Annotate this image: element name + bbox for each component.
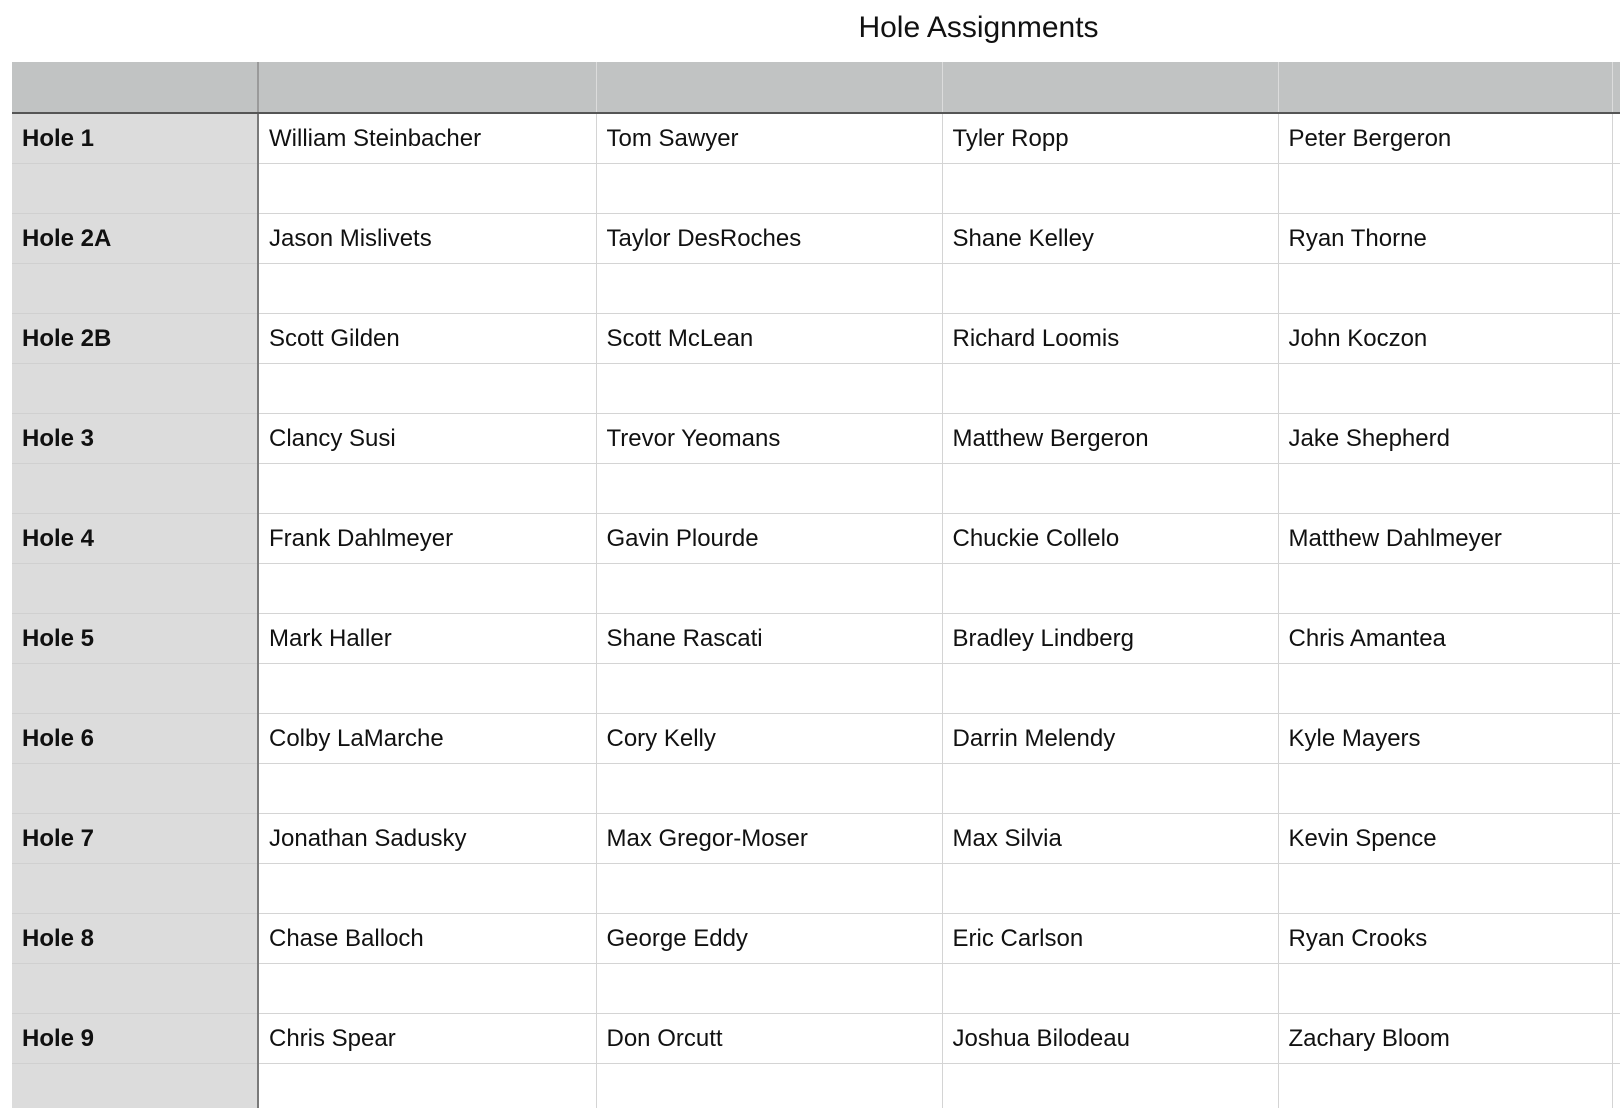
player-cell[interactable]: Don Orcutt xyxy=(596,1014,942,1064)
player-cell[interactable]: Colby LaMarche xyxy=(258,714,596,764)
empty-row xyxy=(12,464,1620,514)
player-cell[interactable]: Max Silvia xyxy=(942,814,1278,864)
table-row xyxy=(12,614,1620,664)
empty-cell[interactable] xyxy=(258,864,596,914)
empty-cell[interactable] xyxy=(942,664,1278,714)
empty-row xyxy=(12,1064,1620,1108)
row-header-cell[interactable]: Hole 3 xyxy=(12,414,258,464)
player-cell[interactable]: Jason Mislivets xyxy=(258,214,596,264)
row-header-cell[interactable]: Hole 9 xyxy=(12,1014,258,1064)
player-cell[interactable]: Jake Shepherd xyxy=(1278,414,1612,464)
row-header-cell[interactable] xyxy=(12,1064,258,1108)
empty-cell[interactable] xyxy=(942,164,1278,214)
player-cell[interactable]: Frank Dahlmeyer xyxy=(258,514,596,564)
header-cell-4[interactable] xyxy=(1278,62,1612,113)
empty-cell[interactable] xyxy=(942,864,1278,914)
hole-assignments-table xyxy=(12,62,1620,1108)
player-cell[interactable]: John Koczon xyxy=(1278,314,1612,364)
table-row xyxy=(12,714,1620,764)
empty-cell[interactable] xyxy=(942,764,1278,814)
empty-cell[interactable] xyxy=(1278,264,1612,314)
header-cell-5[interactable] xyxy=(1612,62,1620,113)
table-row xyxy=(12,414,1620,464)
table-row xyxy=(12,314,1620,364)
empty-cell[interactable] xyxy=(1612,113,1620,164)
empty-cell[interactable] xyxy=(258,664,596,714)
player-cell[interactable]: Zachary Bloom xyxy=(1278,1014,1612,1064)
player-cell[interactable]: Matthew Dahlmeyer xyxy=(1278,514,1612,564)
empty-cell[interactable] xyxy=(942,1064,1278,1108)
player-cell[interactable]: Tyler Ropp xyxy=(942,113,1278,164)
empty-cell[interactable] xyxy=(596,664,942,714)
empty-cell[interactable] xyxy=(1612,414,1620,464)
player-cell[interactable]: Taylor DesRoches xyxy=(596,214,942,264)
empty-cell[interactable] xyxy=(596,864,942,914)
row-header-cell[interactable] xyxy=(12,964,258,1014)
player-cell[interactable]: Scott Gilden xyxy=(258,314,596,364)
empty-cell[interactable] xyxy=(258,764,596,814)
empty-cell[interactable] xyxy=(942,964,1278,1014)
row-header-cell[interactable]: Hole 2A xyxy=(12,214,258,264)
player-cell[interactable]: Mark Haller xyxy=(258,614,596,664)
empty-row xyxy=(12,564,1620,614)
row-header-cell[interactable]: Hole 7 xyxy=(12,814,258,864)
empty-cell[interactable] xyxy=(1278,664,1612,714)
row-header-cell[interactable]: Hole 4 xyxy=(12,514,258,564)
table-row xyxy=(12,914,1620,964)
table-row xyxy=(12,1014,1620,1064)
empty-cell[interactable] xyxy=(1612,764,1620,814)
row-header-cell[interactable] xyxy=(12,364,258,414)
empty-cell[interactable] xyxy=(1612,914,1620,964)
player-cell[interactable]: Bradley Lindberg xyxy=(942,614,1278,664)
player-cell[interactable]: George Eddy xyxy=(596,914,942,964)
player-cell[interactable]: Ryan Thorne xyxy=(1278,214,1612,264)
row-header-cell[interactable]: Hole 1 xyxy=(12,113,258,164)
row-header-cell[interactable]: Hole 6 xyxy=(12,714,258,764)
sheet-title: Hole Assignments xyxy=(858,11,1099,44)
empty-cell[interactable] xyxy=(1612,364,1620,414)
row-header-cell[interactable]: Hole 8 xyxy=(12,914,258,964)
header-cell-corner[interactable] xyxy=(12,62,258,113)
empty-cell[interactable] xyxy=(258,464,596,514)
empty-cell[interactable] xyxy=(258,564,596,614)
player-cell[interactable]: Chuckie Collelo xyxy=(942,514,1278,564)
player-cell[interactable]: Chris Spear xyxy=(258,1014,596,1064)
empty-cell[interactable] xyxy=(1278,1064,1612,1108)
empty-row xyxy=(12,264,1620,314)
player-cell[interactable]: Scott McLean xyxy=(596,314,942,364)
player-cell[interactable]: Gavin Plourde xyxy=(596,514,942,564)
player-cell[interactable]: William Steinbacher xyxy=(258,113,596,164)
empty-row xyxy=(12,964,1620,1014)
empty-cell[interactable] xyxy=(258,164,596,214)
table-row xyxy=(12,514,1620,564)
header-row xyxy=(12,62,1620,113)
empty-cell[interactable] xyxy=(596,264,942,314)
player-cell[interactable]: Chase Balloch xyxy=(258,914,596,964)
player-cell[interactable]: Matthew Bergeron xyxy=(942,414,1278,464)
empty-cell[interactable] xyxy=(1612,664,1620,714)
empty-cell[interactable] xyxy=(1612,314,1620,364)
empty-cell[interactable] xyxy=(1612,814,1620,864)
empty-cell[interactable] xyxy=(1612,964,1620,1014)
empty-cell[interactable] xyxy=(258,964,596,1014)
row-header-cell[interactable] xyxy=(12,664,258,714)
header-cell-1[interactable] xyxy=(258,62,596,113)
empty-cell[interactable] xyxy=(596,164,942,214)
empty-cell[interactable] xyxy=(596,364,942,414)
empty-cell[interactable] xyxy=(258,364,596,414)
empty-row xyxy=(12,364,1620,414)
player-cell[interactable]: Jonathan Sadusky xyxy=(258,814,596,864)
row-header-cell[interactable]: Hole 2B xyxy=(12,314,258,364)
player-cell[interactable]: Clancy Susi xyxy=(258,414,596,464)
table-row xyxy=(12,113,1620,164)
spreadsheet-grid xyxy=(12,62,1620,1108)
empty-cell[interactable] xyxy=(596,764,942,814)
player-cell[interactable]: Tom Sawyer xyxy=(596,113,942,164)
player-cell[interactable]: Ryan Crooks xyxy=(1278,914,1612,964)
player-cell[interactable]: Kyle Mayers xyxy=(1278,714,1612,764)
header-cell-2[interactable] xyxy=(596,62,942,113)
empty-cell[interactable] xyxy=(1612,214,1620,264)
empty-cell[interactable] xyxy=(1278,964,1612,1014)
player-cell[interactable]: Trevor Yeomans xyxy=(596,414,942,464)
table-row xyxy=(12,214,1620,264)
empty-cell[interactable] xyxy=(1612,164,1620,214)
row-header-cell[interactable] xyxy=(12,164,258,214)
empty-cell[interactable] xyxy=(1612,614,1620,664)
player-cell[interactable]: Eric Carlson xyxy=(942,914,1278,964)
empty-cell[interactable] xyxy=(942,264,1278,314)
empty-cell[interactable] xyxy=(942,464,1278,514)
empty-cell[interactable] xyxy=(596,564,942,614)
row-header-cell[interactable] xyxy=(12,764,258,814)
empty-cell[interactable] xyxy=(1612,1064,1620,1108)
empty-row xyxy=(12,664,1620,714)
empty-cell[interactable] xyxy=(1278,564,1612,614)
row-header-cell[interactable] xyxy=(12,564,258,614)
empty-cell[interactable] xyxy=(942,364,1278,414)
row-header-cell[interactable] xyxy=(12,264,258,314)
player-cell[interactable]: Chris Amantea xyxy=(1278,614,1612,664)
empty-cell[interactable] xyxy=(1612,1014,1620,1064)
empty-cell[interactable] xyxy=(1612,514,1620,564)
empty-cell[interactable] xyxy=(596,464,942,514)
row-header-cell[interactable] xyxy=(12,464,258,514)
empty-cell[interactable] xyxy=(1278,164,1612,214)
empty-cell[interactable] xyxy=(1612,564,1620,614)
empty-row xyxy=(12,764,1620,814)
player-cell[interactable]: Shane Rascati xyxy=(596,614,942,664)
player-cell[interactable]: Peter Bergeron xyxy=(1278,113,1612,164)
empty-cell[interactable] xyxy=(258,264,596,314)
player-cell[interactable]: Joshua Bilodeau xyxy=(942,1014,1278,1064)
empty-row xyxy=(12,864,1620,914)
player-cell[interactable]: Kevin Spence xyxy=(1278,814,1612,864)
empty-cell[interactable] xyxy=(596,1064,942,1108)
row-header-cell[interactable] xyxy=(12,864,258,914)
empty-cell[interactable] xyxy=(1612,264,1620,314)
empty-cell[interactable] xyxy=(258,1064,596,1108)
player-cell[interactable]: Shane Kelley xyxy=(942,214,1278,264)
player-cell[interactable]: Darrin Melendy xyxy=(942,714,1278,764)
empty-cell[interactable] xyxy=(596,964,942,1014)
row-header-cell[interactable]: Hole 5 xyxy=(12,614,258,664)
empty-cell[interactable] xyxy=(1278,764,1612,814)
empty-cell[interactable] xyxy=(1278,364,1612,414)
table-row xyxy=(12,814,1620,864)
empty-cell[interactable] xyxy=(1278,864,1612,914)
player-cell[interactable]: Richard Loomis xyxy=(942,314,1278,364)
empty-cell[interactable] xyxy=(942,564,1278,614)
empty-cell[interactable] xyxy=(1612,864,1620,914)
empty-row xyxy=(12,164,1620,214)
empty-cell[interactable] xyxy=(1278,464,1612,514)
empty-cell[interactable] xyxy=(1612,464,1620,514)
player-cell[interactable]: Max Gregor-Moser xyxy=(596,814,942,864)
empty-cell[interactable] xyxy=(1612,714,1620,764)
header-cell-3[interactable] xyxy=(942,62,1278,113)
player-cell[interactable]: Cory Kelly xyxy=(596,714,942,764)
